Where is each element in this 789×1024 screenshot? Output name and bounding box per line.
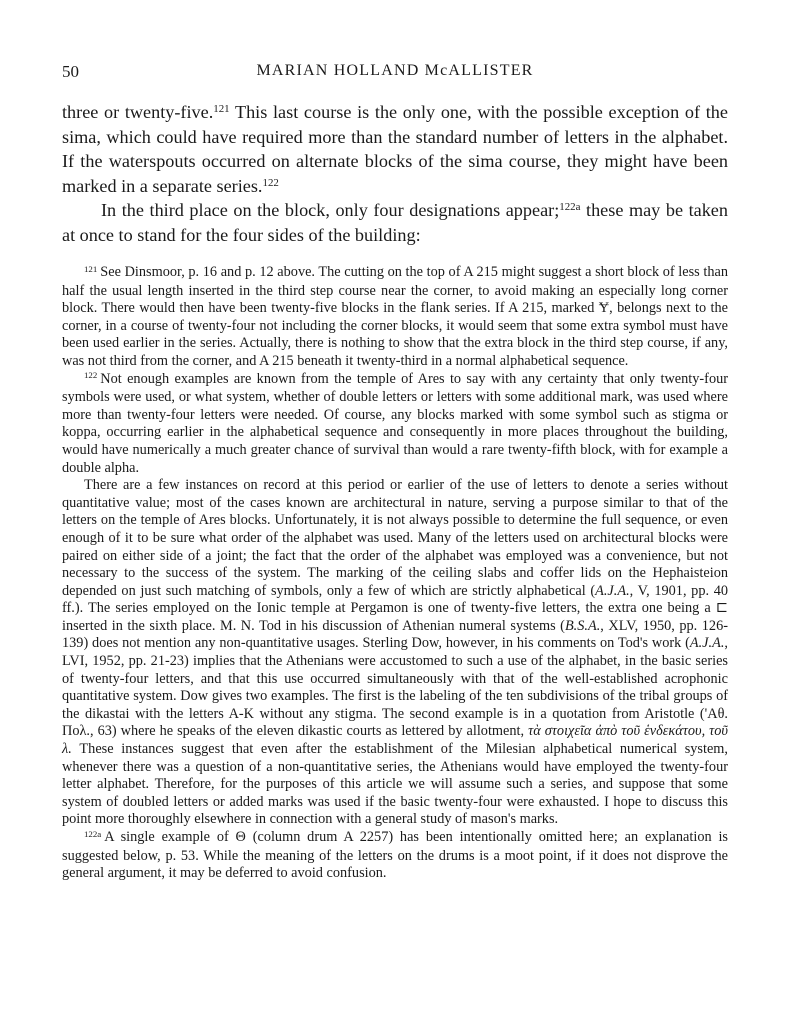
footnote-text: Not enough examples are known from the temple of Ares to say with any certainty that only twenty-four symbols were used, or what system, whether of double letters or letters with some additional mark, was used where more than twenty-four letters were needed. Of course, any blocks marked with some symbol such as stigma or koppa, occurring earlier in the alphabetical sequence and consequently in more places throughout the building, would have numerically a much greater chance of survival than would a rare twenty-fifth block, with for example a double alpha. bbox=[62, 370, 728, 476]
citation-journal: B.S.A. bbox=[564, 617, 601, 634]
body-text-run: This last course is the only one, with the possible exception of the sima, which could have required more than the standard number of letters in the alphabet. If the waterspouts occurred on alternate blocks of the sima course, they might have been marked in a separate series. bbox=[62, 102, 728, 196]
footnote-number: 122 bbox=[84, 370, 98, 381]
footnote-text: A single example of Θ (column drum A 2257) has been intentionally omitted here; an explanation is suggested below, p. 53. While the meaning of the letters on the drums is a moot point, if it does not disprove the general argument, it may be deferred to avoid confusion. bbox=[62, 829, 728, 882]
footnote-122a bbox=[62, 829, 728, 883]
footnote-122 bbox=[62, 371, 728, 478]
footnote-text: There are a few instances on record at this period or earlier of the use of letters to denote a series without quantitative value; most of the cases known are architectural in nature, serving a purpose similar to that of the letters on the temple of Ares blocks. Unfortunately, it is not always possible to determine the full sequence, or even enough of it to be sure what order of the alphabet was used. Many of the letters used on architectural blocks were paired on either side of a joint; the fact that the order of the alphabet was employed was a convenience, but not necessary to the success of the system. The marking of the ceiling slabs and coffer lids on the Hephaisteion depended on just such matching of symbols, only a few of which are strictly alphabetical ( bbox=[62, 477, 728, 599]
footnote-text: , LVI, 1952, pp. 21-23) implies that the Athenians were accustomed to such a use of the alphabet, in the basic series of twenty-four letters, and that this use occurred simultaneously with that of the well-established acrophonic quantitative system. Dow gives two examples. The first is the labeling of the ten subdivisions of the tribal groups of the dikastai with the letters A-K without any stigma. The second example is in a quotation from Aristotle ( bbox=[62, 635, 728, 722]
footnote-122-continuation bbox=[62, 477, 728, 829]
body-paragraph bbox=[62, 100, 728, 198]
footnote-ref: 122a bbox=[559, 201, 581, 214]
footnote-ref: 122 bbox=[262, 176, 279, 189]
footnote-number: 122a bbox=[84, 828, 102, 839]
body-text-run: In the third place on the block, only four designations appear; bbox=[101, 200, 560, 221]
page-header bbox=[62, 62, 728, 86]
body-text-run: these may be taken at once to stand for the four sides of the building: bbox=[62, 200, 728, 245]
citation-journal: A.J.A. bbox=[689, 635, 725, 652]
footnote-text: , XLV, 1950, pp. 126-139) does not mention any non-quantitative usages. Sterling Dow, however, in his comments on Tod's work ( bbox=[62, 617, 728, 652]
running-head: MARIAN HOLLAND McALLISTER bbox=[256, 62, 534, 79]
footnote-text: See Dinsmoor, p. 16 and p. 12 above. The cutting on the top of A 215 might suggest a short block of less than half the usual length inserted in the third step course near the corner, to avoid making an especially long corner block. There would then have been twenty-five blocks in the flank series. If A 215, marked Ɏ, belongs next to the corner, in a course of twenty-four not including the corner blocks, it would seem that some extra symbol must have been used earlier in the series. Actually, there is nothing to show that the extra block in the third step course, if any, was not third from the corner, and A 215 beneath it twenty-third in a normal alphabetical sequence. bbox=[62, 264, 728, 369]
footnote-text: These instances suggest that even after the establishment of the Milesian alphabetical numerical system, whenever there was a question of a non-quantitative series, the Athenians would have employed the twenty-four letter alphabet. Therefore, for the purposes of this article we will assume such a series, and suppose that some system of doubled letters or added marks was used if the basic twenty-four were exhausted. I hope to discuss this point more thoroughly elsewhere in connection with a general study of mason's marks. bbox=[62, 741, 728, 828]
body-text-run: three or twenty-five. bbox=[62, 102, 214, 122]
footnote-text: , V, 1901, pp. 40 ff.). The series employed on the Ionic temple at Pergamon is one of twenty-five letters, the extra one being a ⊏ inserted in the sixth place. M. N. Tod in his discussion of Athenian numeral systems ( bbox=[62, 582, 728, 634]
footnote-text: , 63) where he speaks of the eleven dikastic courts as lettered by allotment, bbox=[89, 723, 529, 740]
footnotes bbox=[62, 264, 728, 883]
body-paragraph bbox=[62, 198, 728, 247]
page-number: 50 bbox=[62, 62, 79, 81]
main-text bbox=[62, 100, 728, 248]
footnote-121 bbox=[62, 264, 728, 371]
citation-journal: A.J.A. bbox=[595, 582, 630, 599]
footnote-number: 121 bbox=[84, 263, 98, 274]
greek-citation: 'Αθ. Πολ. bbox=[62, 705, 728, 740]
greek-quotation: τὰ στοιχεῖα ἀπὸ τοῦ ἑνδεκάτου, τοῦ λ. bbox=[62, 723, 728, 758]
footnote-ref: 121 bbox=[213, 103, 230, 115]
